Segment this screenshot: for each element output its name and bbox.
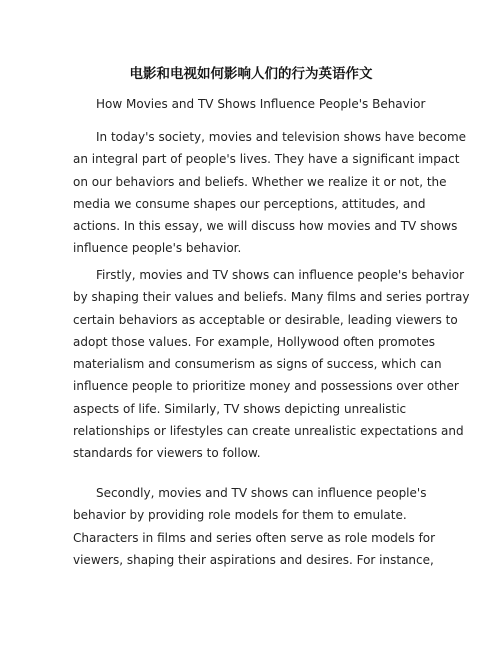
paragraph-line: behavior by providing role models for them to emulate. xyxy=(73,508,407,523)
paragraph-line: standards for viewers to follow. xyxy=(73,446,261,461)
paragraph-line: Secondly, movies and TV shows can influence people's xyxy=(96,486,427,500)
paragraph-line: materialism and consumerism as signs of success, which can xyxy=(73,357,442,372)
paragraph-line: influence people's behavior. xyxy=(73,241,242,256)
paragraph-2 xyxy=(73,264,470,465)
paragraph-line: adopt those values. For example, Hollywood often promotes xyxy=(73,334,435,349)
paragraph-line: certain behaviors as acceptable or desirable, leading viewers to xyxy=(73,312,458,327)
paragraph-line: on our behaviors and beliefs. Whether we realize it or not, the xyxy=(73,174,447,189)
paragraph-line: relationships or lifestyles can create unrealistic expectations and xyxy=(73,424,464,439)
paragraph-1 xyxy=(73,126,467,260)
paragraph-3 xyxy=(73,482,436,571)
paragraph-line: In today's society, movies and television shows have become xyxy=(96,130,467,144)
paragraph-line: viewers, shaping their aspirations and desires. For instance, xyxy=(73,552,434,567)
paragraph-line: by shaping their values and beliefs. Many films and series portray xyxy=(73,290,470,305)
paragraph-line: media we consume shapes our perceptions, attitudes, and xyxy=(73,196,426,211)
paragraph-line: Characters in films and series often serve as role models for xyxy=(73,530,436,545)
paragraph-line: an integral part of people's lives. They have a significant impact xyxy=(73,152,460,167)
document-subtitle: How Movies and TV Shows Influence People's Behavior xyxy=(96,97,426,111)
paragraph-line: aspects of life. Similarly, TV shows depicting unrealistic xyxy=(73,401,407,416)
paragraph-line: actions. In this essay, we will discuss how movies and TV shows xyxy=(73,219,458,234)
paragraph-line: Firstly, movies and TV shows can influence people's behavior xyxy=(96,268,465,282)
document-title: 电影和电视如何影响人们的行为英语作文 xyxy=(129,66,373,82)
paragraph-line: influence people to prioritize money and possessions over other xyxy=(73,379,459,394)
